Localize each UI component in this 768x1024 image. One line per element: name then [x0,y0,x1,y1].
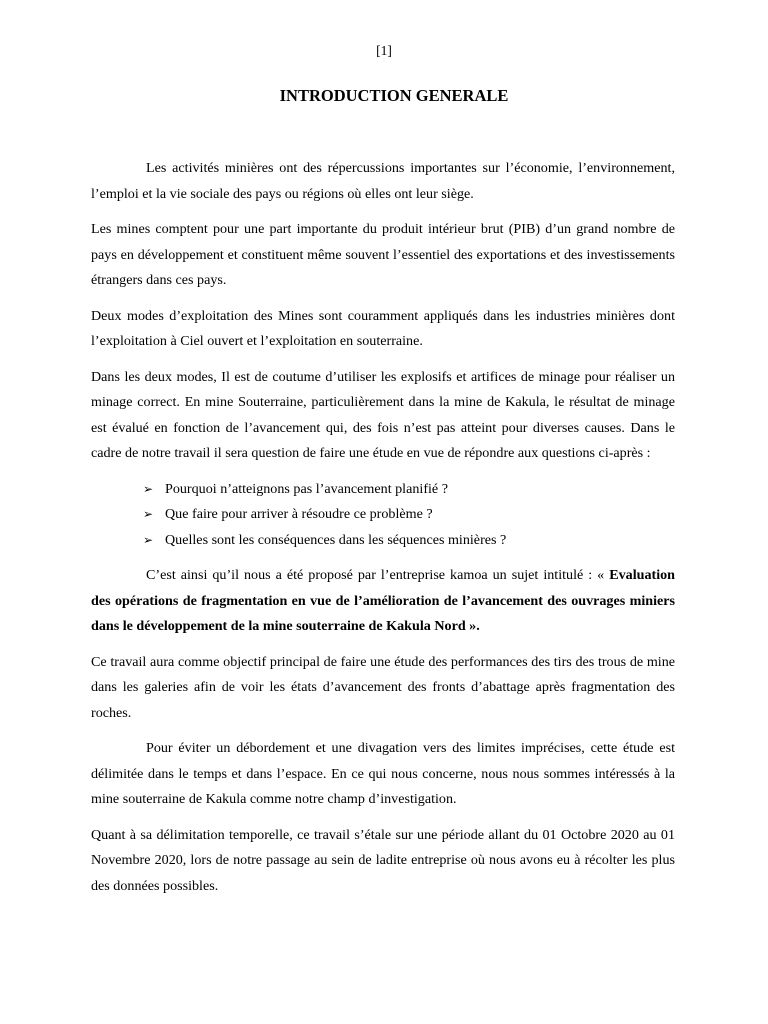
paragraph-3: Deux modes d’exploitation des Mines sont couramment appliqués dans les industries minières dont l’exploitation à Ciel ouvert et l’exploitation en souterraine. [91,307,675,349]
thesis-title: Evaluation des opérations de fragmentation en vue de l’amélioration de l’avancement des ouvrages miniers dans le développement de la mine souterraine de Kakula Nord ». [91,567,675,634]
paragraph-1: Les activités minières ont des répercussions importantes sur l’économie, l’environnement, l’emploi et la vie sociale des pays ou régions où elles ont leur siège. [91,160,675,202]
paragraph-2: Les mines comptent pour une part importante du produit intérieur brut (PIB) d’un grand nombre de pays en développement et constituent même souvent l’essentiel des exportations et des investissements étrangers dans ces pays. [91,221,675,288]
paragraph-6: Ce travail aura comme objectif principal de faire une étude des performances des tirs des trous de mine dans les galeries afin de voir les états d’avancement des fronts d’abattage après fragmentation des roches. [91,653,675,721]
list-item-text: Que faire pour arriver à résoudre ce problème ? [165,506,433,522]
arrow-bullet-icon: ➢ [143,481,154,496]
paragraph-4: Dans les deux modes, Il est de coutume d’utiliser les explosifs et artifices de minage pour réaliser un minage correct. En mine Souterraine, particulièrement dans la mine de Kakula, le résultat de minage est évalué en fonction de l’avancement qui, des fois n’est pas atteint pour diverses causes. Dans le cadre de notre travail il sera question de faire une étude en vue de répondre aux questions ci-après : [91,368,675,461]
list-item-text: Pourquoi n’atteignons pas l’avancement planifié ? [165,480,448,497]
list-item [143,477,675,503]
paragraph-8: Quant à sa délimitation temporelle, ce travail s’étale sur une période allant du 01 Octobre 2020 au 01 Novembre 2020, lors de notre passage au sein de ladite entreprise où nous avons eu à récolter les plus des données possibles. [91,826,675,894]
document-body [91,156,675,909]
page-number: [1] [376,43,392,58]
paragraph-5 [91,563,675,640]
page-title: INTRODUCTION GENERALE [279,86,509,105]
paragraph-7: Pour éviter un débordement et une divagation vers des limites imprécises, cette étude est délimitée dans le temps et dans l’espace. En ce qui nous concerne, nous nous sommes intéressés à la mine souterraine de Kakula comme notre champ d’investigation. [91,740,675,807]
list-item [143,528,675,554]
arrow-bullet-icon: ➢ [143,532,154,547]
list-item-text: Quelles sont les conséquences dans les séquences minières ? [165,531,507,548]
question-list [91,477,675,554]
arrow-bullet-icon: ➢ [143,507,154,521]
list-item [143,502,675,528]
paragraph-5-intro: C’est ainsi qu’il nous a été proposé par l’entreprise kamoa un sujet intitulé : « [146,567,610,583]
